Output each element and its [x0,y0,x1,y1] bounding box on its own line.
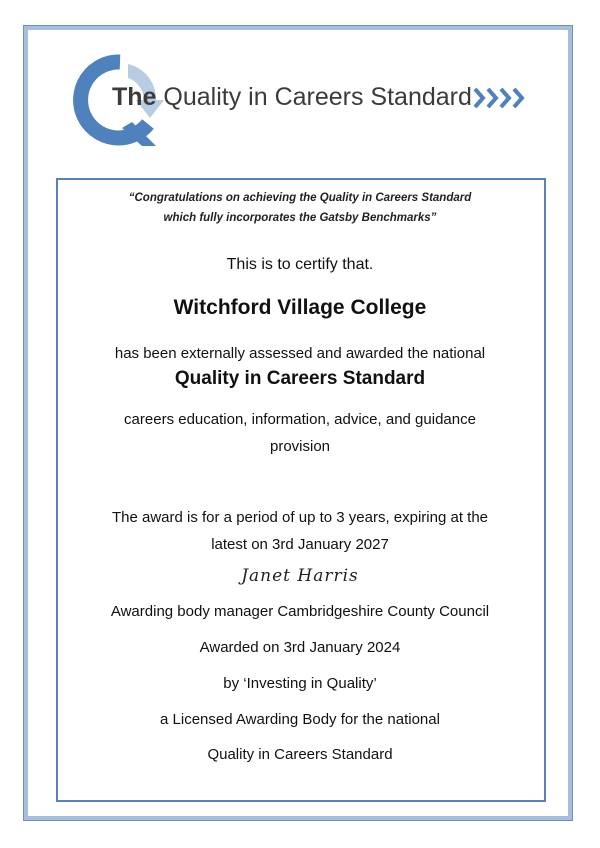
licensed-body-statement: a Licensed Awarding Body for the national [160,711,440,728]
quality-in-careers-logo [72,50,542,150]
period-line-2: latest on 3rd January 2027 [211,536,389,553]
logo-word-rest: Quality in Careers Standard [163,83,472,111]
period-line-1: The award is for a period of up to 3 years, expiring at the [111,509,489,526]
scope-statement [0,406,600,460]
awarded-date: Awarded on 3rd January 2024 [199,639,401,656]
awarded-by: by ‘Investing in Quality’ [223,675,377,692]
standard-title: Quality in Careers Standard [174,368,426,389]
award-period-statement [0,504,600,558]
congratulations-quote [0,188,600,228]
assessed-statement: has been externally assessed and awarded the national [114,345,486,362]
certify-statement: This is to certify that. [226,256,374,273]
signature: Janet Harris [241,566,359,586]
signatory-role: Awarding body manager Cambridgeshire County Council [110,603,490,620]
chevron-arrows-icon [472,86,530,110]
logo-word-the: The [112,83,157,111]
logo-wordmark [112,83,472,112]
scope-line-2: provision [269,438,331,455]
scope-line-1: careers education, information, advice, and guidance [124,411,476,428]
quote-line-1: “Congratulations on achieving the Quality in Careers Standard [128,192,472,204]
footer-standard-name: Quality in Careers Standard [207,746,393,763]
quote-line-2: which fully incorporates the Gatsby Benchmarks” [163,212,437,224]
recipient-name: Witchford Village College [173,296,427,319]
